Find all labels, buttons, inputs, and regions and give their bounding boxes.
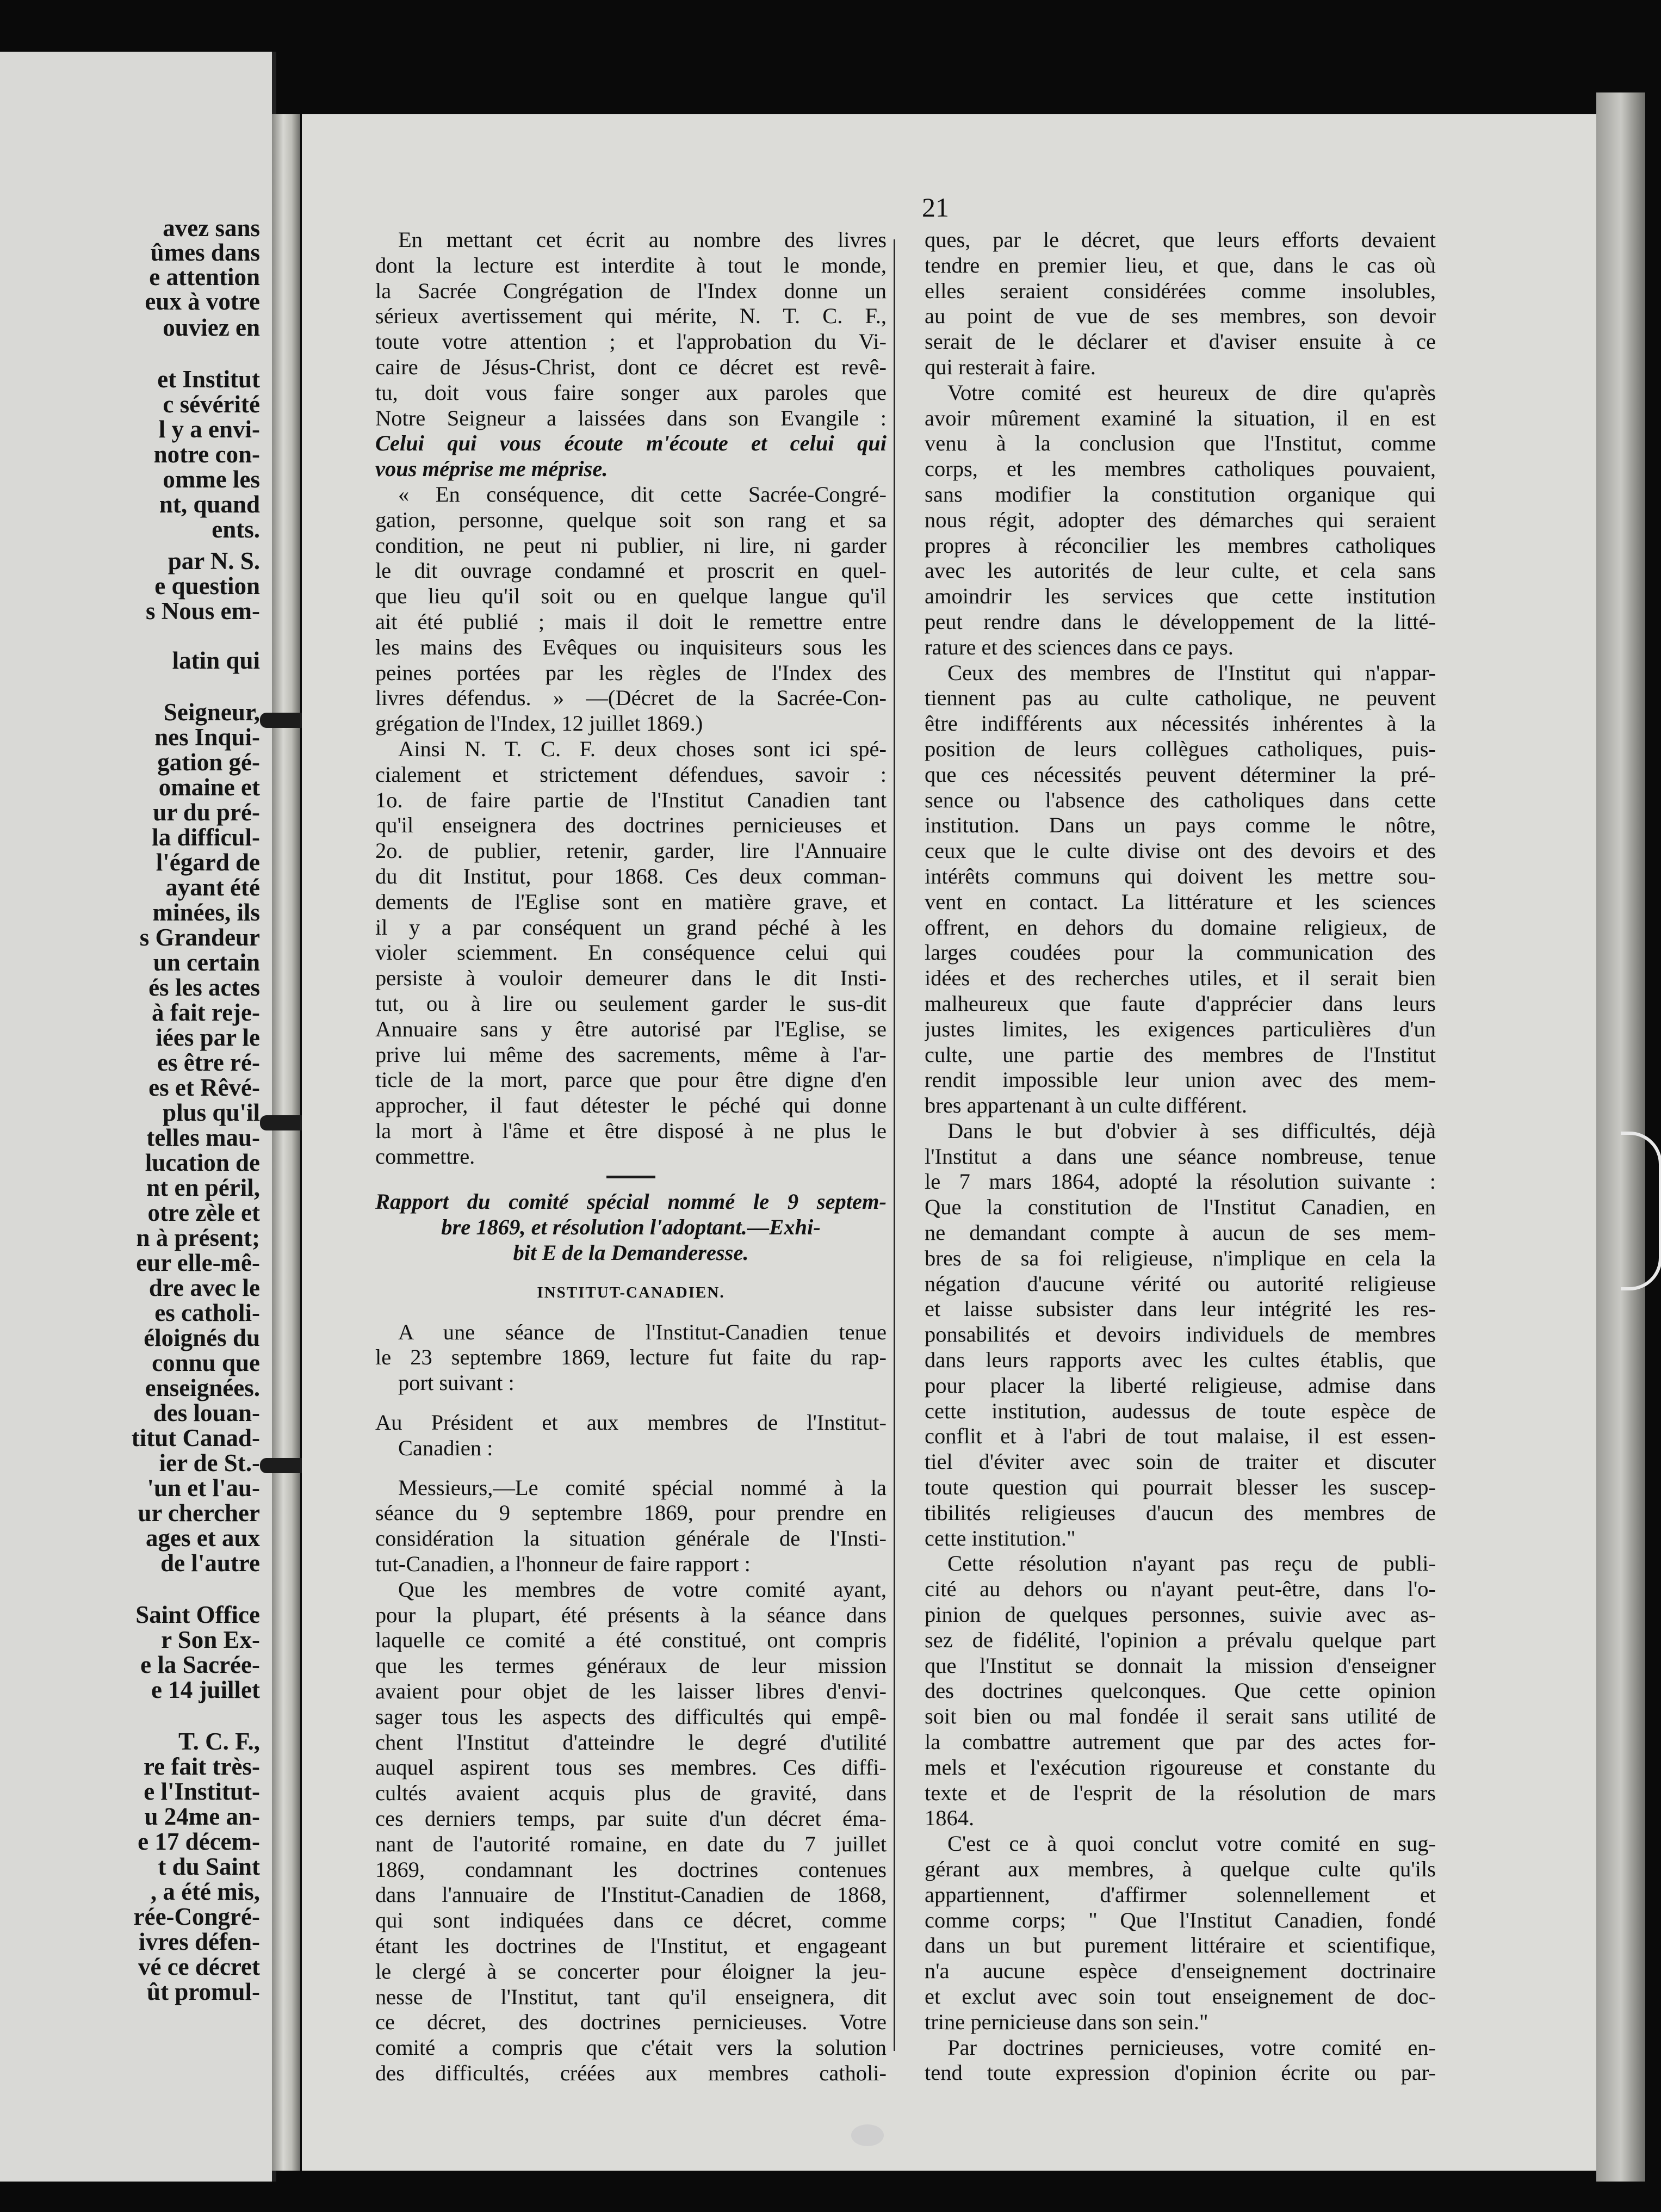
text-line: « En conséquence, dit cette Sacrée-Congré- <box>398 481 887 506</box>
text-line: violer sciemment. En conséquence celui qui <box>375 940 887 965</box>
text-line: toute votre attention ; et l'approbation du Vi- <box>375 329 887 354</box>
text-line: persiste à vouloir demeurer dans le dit Insti- <box>375 966 887 991</box>
text-line: ces derniers temps, par suite d'un décret éma- <box>375 1806 887 1831</box>
left-page-line: e 17 décem- <box>138 1828 260 1855</box>
left-page-line: es être ré- <box>157 1049 260 1076</box>
text-line: avec les autorités de leur culte, et cela sans <box>925 558 1436 583</box>
text-line: auquel aspirent tous ses membres. Ces diffi- <box>375 1755 887 1780</box>
left-page-line: ages et aux <box>146 1524 260 1552</box>
text-line: malheureux que faute d'apprécier dans leurs <box>925 991 1436 1016</box>
text-line: sérieux avertissement qui mérite, N. T. C. F., <box>375 304 887 329</box>
text-line: toute question qui pourrait blesser les suscep- <box>925 1475 1436 1500</box>
text-line: C'est ce à quoi conclut votre comité en sug- <box>947 1831 1436 1856</box>
left-page-line: et Institut <box>157 366 260 393</box>
left-page-line: dre avec le <box>148 1274 260 1301</box>
left-page-line: ivres défen- <box>139 1928 260 1955</box>
text-line: tiel d'éviter avec soin de traiter et discuter <box>925 1449 1436 1474</box>
text-line: grégation de l'Index, 12 juillet 1869.) <box>375 711 703 736</box>
text-line: qui sont indiquées dans ce décret, comme <box>375 1908 887 1933</box>
left-page-line: titut Canad- <box>131 1424 260 1451</box>
text-line: nesse de l'Institut, tant qu'il enseignera, dit <box>375 1984 887 2009</box>
text-line: cialement et strictement défendues, savoir : <box>375 762 887 787</box>
text-line: Cette résolution n'ayant pas reçu de publi- <box>947 1551 1436 1576</box>
text-line: avaient pour objet de les laisser libres d'envi- <box>375 1679 887 1704</box>
text-line: dans leurs rapports avec les cultes établis, que <box>925 1348 1436 1373</box>
left-page-line: s Grandeur <box>139 924 260 951</box>
left-page-line: lucation de <box>145 1149 260 1176</box>
left-page-line: des louan- <box>153 1399 260 1426</box>
text-line: la Sacrée Congrégation de l'Index donne un <box>375 278 887 303</box>
spacer <box>375 1266 887 1280</box>
text-line: ceux que le culte divise ont des devoirs et des <box>925 838 1436 863</box>
left-page-line: avez sans <box>163 214 260 242</box>
left-page-line: ûmes dans <box>150 239 260 266</box>
text-line: venu à la conclusion que l'Institut, comme <box>925 431 1436 456</box>
text-line: qui resterait à faire. <box>925 354 1096 379</box>
left-page-line: c sévérité <box>163 391 260 418</box>
left-page-line: par N. S. <box>168 547 260 574</box>
left-page-line: un certain <box>153 949 260 976</box>
text-line: En mettant cet écrit au nombre des livres <box>398 227 887 252</box>
text-line: il y a par conséquent un grand péché à les <box>375 915 887 940</box>
text-line: Canadien : <box>398 1435 493 1460</box>
text-line: au point de vue de ses membres, son devoir <box>925 304 1436 329</box>
text-column-right <box>925 227 1436 2086</box>
text-line: que les termes généraux de leur mission <box>375 1653 887 1678</box>
scan-artifact <box>851 2124 884 2146</box>
left-page-line: e l'Institut- <box>144 1778 260 1805</box>
text-line: tu, doit vous faire songer aux paroles que <box>375 380 887 405</box>
text-line: pinion de quelques personnes, suivie avec as- <box>925 1602 1436 1627</box>
text-line: être indifférents aux nécessités inhérentes à la <box>925 711 1436 736</box>
left-page-line: otre zèle et <box>147 1199 260 1226</box>
left-page-line: l'égard de <box>156 849 260 876</box>
text-line: ticle de la mort, parce que pour être digne d'en <box>375 1067 887 1092</box>
text-line: cultés avaient acquis plus de gravité, dans <box>375 1781 887 1806</box>
text-line: Notre Seigneur a laissées dans son Evangile : <box>375 405 887 430</box>
left-page-line: s Nous em- <box>146 597 260 625</box>
text-line: qu'il enseignera des doctrines pernicieuses et <box>375 813 887 838</box>
text-line: amoindrir les services que cette institution <box>925 584 1436 609</box>
text-line: texte et de l'esprit de la résolution de mars <box>925 1780 1436 1805</box>
left-page-line: de l'autre <box>160 1549 260 1577</box>
text-line: rendit impossible leur union avec des mem- <box>925 1067 1436 1092</box>
text-line: 1o. de faire partie de l'Institut Canadien tant <box>375 787 887 812</box>
left-page-line: re fait très- <box>143 1753 260 1780</box>
left-page-line: eux à votre <box>145 288 260 315</box>
text-line: cité au dehors ou n'ayant peut-être, dans l'o- <box>925 1577 1436 1602</box>
spacer <box>375 1461 887 1475</box>
left-page-line: nt, quand <box>159 491 260 518</box>
left-page-line: omaine et <box>158 774 260 801</box>
text-line: et laisse subsister dans leur intégrité les res- <box>925 1296 1436 1321</box>
left-page-line: es catholi- <box>154 1299 260 1326</box>
text-column-left <box>375 227 887 2086</box>
left-page-line: gation gé- <box>157 749 260 776</box>
text-line: livres défendus. » —(Décret de la Sacrée-Con- <box>375 685 887 710</box>
text-line: tut-Canadien, a l'honneur de faire rapport : <box>375 1552 751 1577</box>
text-line: bres de sa foi religieuse, n'implique en cela la <box>925 1245 1436 1270</box>
text-line: A une séance de l'Institut-Canadien tenue <box>398 1319 887 1344</box>
text-line: avoir mûrement examiné la situation, il en est <box>925 405 1436 430</box>
text-line: Par doctrines pernicieuses, votre comité en- <box>947 2035 1436 2060</box>
text-line: le clergé à se concerter pour éloigner la jeu- <box>375 1958 887 1984</box>
text-line: sence ou l'absence des catholiques dans cette <box>925 787 1436 812</box>
text-line: dont la lecture est interdite à tout le monde, <box>375 252 887 277</box>
text-line: dans un but purement littéraire et scientifique, <box>925 1933 1436 1958</box>
text-line: port suivant : <box>398 1370 515 1395</box>
left-page-line: ouviez en <box>163 314 260 341</box>
left-page-line: es et Rêvé- <box>148 1074 260 1101</box>
text-line: dans l'annuaire de l'Institut-Canadien de 1868, <box>375 1882 887 1907</box>
section-rule <box>606 1176 655 1178</box>
text-line: considération la situation générale de l'Insti- <box>375 1526 887 1551</box>
text-line: ce décret, des doctrines pernicieuses. Votre <box>375 2010 887 2035</box>
text-line: le dit ouvrage condamné et proscrit en quel- <box>375 558 887 583</box>
text-line: le 23 septembre 1869, lecture fut faite du rap- <box>375 1345 887 1370</box>
text-line: le 7 mars 1864, adopté la résolution suivante : <box>925 1169 1436 1194</box>
text-line: propres à réconcilier les membres catholiques <box>925 533 1436 558</box>
text-line: du dit Institut, pour 1868. Ces deux comman- <box>375 863 887 888</box>
left-page-line: à fait reje- <box>151 999 260 1026</box>
left-page-line: 'un et l'au- <box>147 1474 260 1502</box>
text-line: Au Président et aux membres de l'Institut- <box>375 1410 887 1435</box>
left-page-line: ût promul- <box>147 1978 260 2005</box>
left-page-line: enseignées. <box>145 1374 260 1401</box>
left-page-line: omme les <box>163 466 260 493</box>
left-page-line: u 24me an- <box>144 1803 260 1830</box>
spacer <box>375 1306 887 1320</box>
text-line: les mains des Evêques ou inquisiteurs sous les <box>375 634 887 659</box>
text-line: tut, ou à lire ou seulement garder le sus-dit <box>375 991 887 1016</box>
left-page-line: r Son Ex- <box>161 1626 260 1653</box>
text-line: Celui qui vous écoute m'écoute et celui qui <box>375 431 887 456</box>
text-line: l'Institut a dans une séance nombreuse, tenue <box>925 1144 1436 1169</box>
spacer <box>375 1396 887 1410</box>
text-line: rature et des sciences dans ce pays. <box>925 634 1234 659</box>
left-page-line: vé ce décret <box>138 1953 260 1980</box>
text-line: Que la constitution de l'Institut Canadien, en <box>925 1195 1436 1220</box>
text-line: comité a compris que c'était vers la solution <box>375 2035 887 2060</box>
text-line: 1869, condamnant les doctrines contenues <box>375 1857 887 1882</box>
text-line: position de leurs collègues catholiques, puis- <box>925 736 1436 761</box>
text-line: tendre en premier lieu, et que, dans le cas où <box>925 252 1436 277</box>
text-line: sager tous les aspects des difficultés qui empê- <box>375 1704 887 1729</box>
text-line: des doctrines quelconques. Que cette opinion <box>925 1678 1436 1703</box>
left-page-line: t du Saint <box>158 1853 260 1880</box>
text-line: étant les doctrines de l'Institut, et engageant <box>375 1933 887 1958</box>
text-line: que lieu qu'il soit ou en quelque langue qu'il <box>375 584 887 609</box>
left-page-line: la difficul- <box>152 824 260 851</box>
text-line: des difficultés, créées aux membres catholi- <box>375 2060 887 2085</box>
text-line: la mort à l'âme et être disposé à ne plus le <box>375 1118 887 1143</box>
text-line: que ces nécessités peuvent déterminer la pré- <box>925 762 1436 787</box>
left-page-line: plus qu'il <box>163 1099 260 1126</box>
text-line: que l'Institut se donnait la mission d'enseigner <box>925 1653 1436 1678</box>
left-page-line: latin qui <box>172 647 260 674</box>
left-page-line: eur elle-mê- <box>136 1249 260 1276</box>
text-line: Rapport du comité spécial nommé le 9 septem- <box>375 1189 887 1214</box>
text-line: peut rendre dans le développement de la litté- <box>925 609 1436 634</box>
text-line: la combattre autrement que par des actes for- <box>925 1729 1436 1754</box>
text-line: intérêts communs qui doivent les mettre sou- <box>925 863 1436 888</box>
book-spine <box>272 114 300 2171</box>
text-line: appartiennent, d'affirmer solennellement et <box>925 1882 1436 1907</box>
text-line: Votre comité est heureux de dire qu'après <box>947 380 1436 405</box>
text-line: cette institution, audessus de toute espèce de <box>925 1398 1436 1423</box>
text-line: laquelle ce comité a été constitué, ont compris <box>375 1628 887 1653</box>
text-line: cette institution." <box>925 1525 1076 1550</box>
page-number: 21 <box>922 192 949 223</box>
text-line: Que les membres de votre comité ayant, <box>398 1577 887 1602</box>
left-page-line: Seigneur, <box>163 699 260 726</box>
text-line: corps, et les membres catholiques pouvaient, <box>925 456 1436 481</box>
text-line: larges coudées pour la communication des <box>925 940 1436 965</box>
left-page-line: ayant été <box>165 874 260 901</box>
left-page-line: telles mau- <box>146 1124 260 1151</box>
text-line: chent l'Institut d'atteindre le degré d'utilité <box>375 1729 887 1754</box>
left-page-line: ents. <box>212 516 260 543</box>
text-line: approcher, il faut détester le péché qui donne <box>375 1093 887 1118</box>
left-page-line: rée-Congré- <box>133 1903 260 1930</box>
text-line: bres appartenant à un culte différent. <box>925 1093 1247 1118</box>
left-page-line: , a été mis, <box>150 1878 260 1905</box>
text-line: ques, par le décret, que leurs efforts devaient <box>925 227 1436 252</box>
left-page-line: e attention <box>149 263 260 291</box>
text-line: gérant aux membres, à quelque culte qu'ils <box>925 1857 1436 1881</box>
text-line: 1864. <box>925 1806 975 1831</box>
text-line: offrent, en dehors du domaine religieux, de <box>925 915 1436 940</box>
text-line: caire de Jésus-Christ, dont ce décret est revê- <box>375 354 887 379</box>
text-line: Annuaire sans y être autorisé par l'Eglise, se <box>375 1016 887 1041</box>
text-line: dements de l'Eglise sont en matière grave, et <box>375 889 887 914</box>
text-line: institution. Dans un pays comme le nôtre, <box>925 813 1436 838</box>
left-page-line: ur du pré- <box>153 799 260 826</box>
left-page-line: n à présent; <box>136 1224 260 1251</box>
text-line: séance du 9 septembre 1869, pour prendre en <box>375 1500 887 1525</box>
text-line: prive lui même des sacrements, même à l'ar- <box>375 1042 887 1067</box>
text-line: mels et l'exécution rigoureuse et constante du <box>925 1754 1436 1780</box>
text-line: pour placer la liberté religieuse, admise dans <box>925 1373 1436 1398</box>
text-line: tend toute expression d'opinion écrite ou par- <box>925 2060 1436 2085</box>
left-page-line: connu que <box>152 1349 260 1376</box>
text-line: gation, personne, quelque soit son rang et sa <box>375 507 887 532</box>
text-line: ponsabilités et devoirs individuels de membres <box>925 1322 1436 1347</box>
text-line: condition, ne peut ni publier, ni lire, ni garder <box>375 533 887 558</box>
text-line: serait de le déclarer et d'aviser ensuite à ce <box>925 329 1436 354</box>
left-page-line: l y a envi- <box>158 416 260 443</box>
left-page-line: iées par le <box>156 1024 260 1051</box>
loose-thread <box>1621 1132 1661 1290</box>
left-page-line: nt en péril, <box>146 1174 260 1201</box>
left-page-line: Saint Office <box>135 1601 260 1628</box>
left-page-line: T. C. F., <box>178 1728 260 1755</box>
text-line: Messieurs,—Le comité spécial nommé à la <box>398 1475 887 1500</box>
text-line: ait été publié ; mais il doit le remettre entre <box>375 609 887 634</box>
text-line: bre 1869, et résolution l'adoptant.—Exhi- <box>441 1215 821 1240</box>
text-line: comme corps; " Que l'Institut Canadien, fondé <box>925 1907 1436 1932</box>
text-line: trine pernicieuse dans son sein." <box>925 2009 1208 2034</box>
column-divider <box>894 239 895 2051</box>
left-page-line: nes Inqui- <box>154 724 260 751</box>
left-page-line: ur chercher <box>138 1499 260 1527</box>
text-line: sans modifier la constitution organique qui <box>925 481 1436 506</box>
text-line: pour la plupart, été présents à la séance dans <box>375 1602 887 1627</box>
text-line: soit bien ou mal fondée il serait sans utilité de <box>925 1704 1436 1729</box>
text-line: négation d'aucune vérité ou autorité religieuse <box>925 1271 1436 1296</box>
text-line: vent en contact. La littérature et les sciences <box>925 889 1436 914</box>
text-line: Ceux des membres de l'Institut qui n'appar- <box>947 660 1436 685</box>
left-page-line: ier de St.- <box>159 1449 260 1476</box>
text-line: peines portées par les règles de l'Index des <box>375 660 887 685</box>
text-line: bit E de la Demanderesse. <box>513 1240 749 1265</box>
left-page-line: e 14 juillet <box>151 1676 260 1703</box>
text-line: culte, une partie des membres de l'Institut <box>925 1042 1436 1067</box>
section-heading: INSTITUT-CANADIEN. <box>537 1283 725 1301</box>
text-line: tiennent pas au culte catholique, ne peuvent <box>925 685 1436 710</box>
text-line: commettre. <box>375 1144 475 1169</box>
text-line: justes limites, les exigences particulières d'un <box>925 1016 1436 1041</box>
text-line: idées et des recherches utiles, et il serait bien <box>925 966 1436 991</box>
left-page-line: e question <box>154 572 260 600</box>
text-line: vous méprise me méprise. <box>375 456 608 481</box>
text-line: n'a aucune espèce d'enseignement doctrinaire <box>925 1958 1436 1984</box>
text-line: sez de fidélité, l'opinion a prévalu quelque part <box>925 1627 1436 1652</box>
text-line: Dans le but d'obvier à ses difficultés, déjà <box>947 1118 1436 1143</box>
left-page-line: e la Sacrée- <box>140 1651 260 1678</box>
text-line: 2o. de publier, retenir, garder, lire l'Annuaire <box>375 838 887 863</box>
text-line: elles seraient considérées comme insolubles, <box>925 278 1436 303</box>
left-page-line: notre con- <box>153 441 260 468</box>
text-line: ne demandant compte à aucun de ses mem- <box>925 1220 1436 1245</box>
left-page-line: minées, ils <box>152 899 260 926</box>
left-page-line: és les actes <box>148 974 260 1001</box>
left-page-line: éloignés du <box>144 1324 260 1351</box>
text-line: nous régit, adopter des démarches qui seraient <box>925 507 1436 532</box>
text-line: tibilités religieuses d'aucun des membres de <box>925 1500 1436 1525</box>
text-line: nant de l'autorité romaine, en date du 7 juillet <box>375 1831 887 1856</box>
left-page-fragment <box>0 52 276 2182</box>
text-line: Ainsi N. T. C. F. deux choses sont ici spé- <box>398 736 887 761</box>
text-line: conflit et à l'abri de tout malaise, il est essen- <box>925 1424 1436 1449</box>
text-line: et exclut avec soin tout enseignement de doc- <box>925 1984 1436 2009</box>
